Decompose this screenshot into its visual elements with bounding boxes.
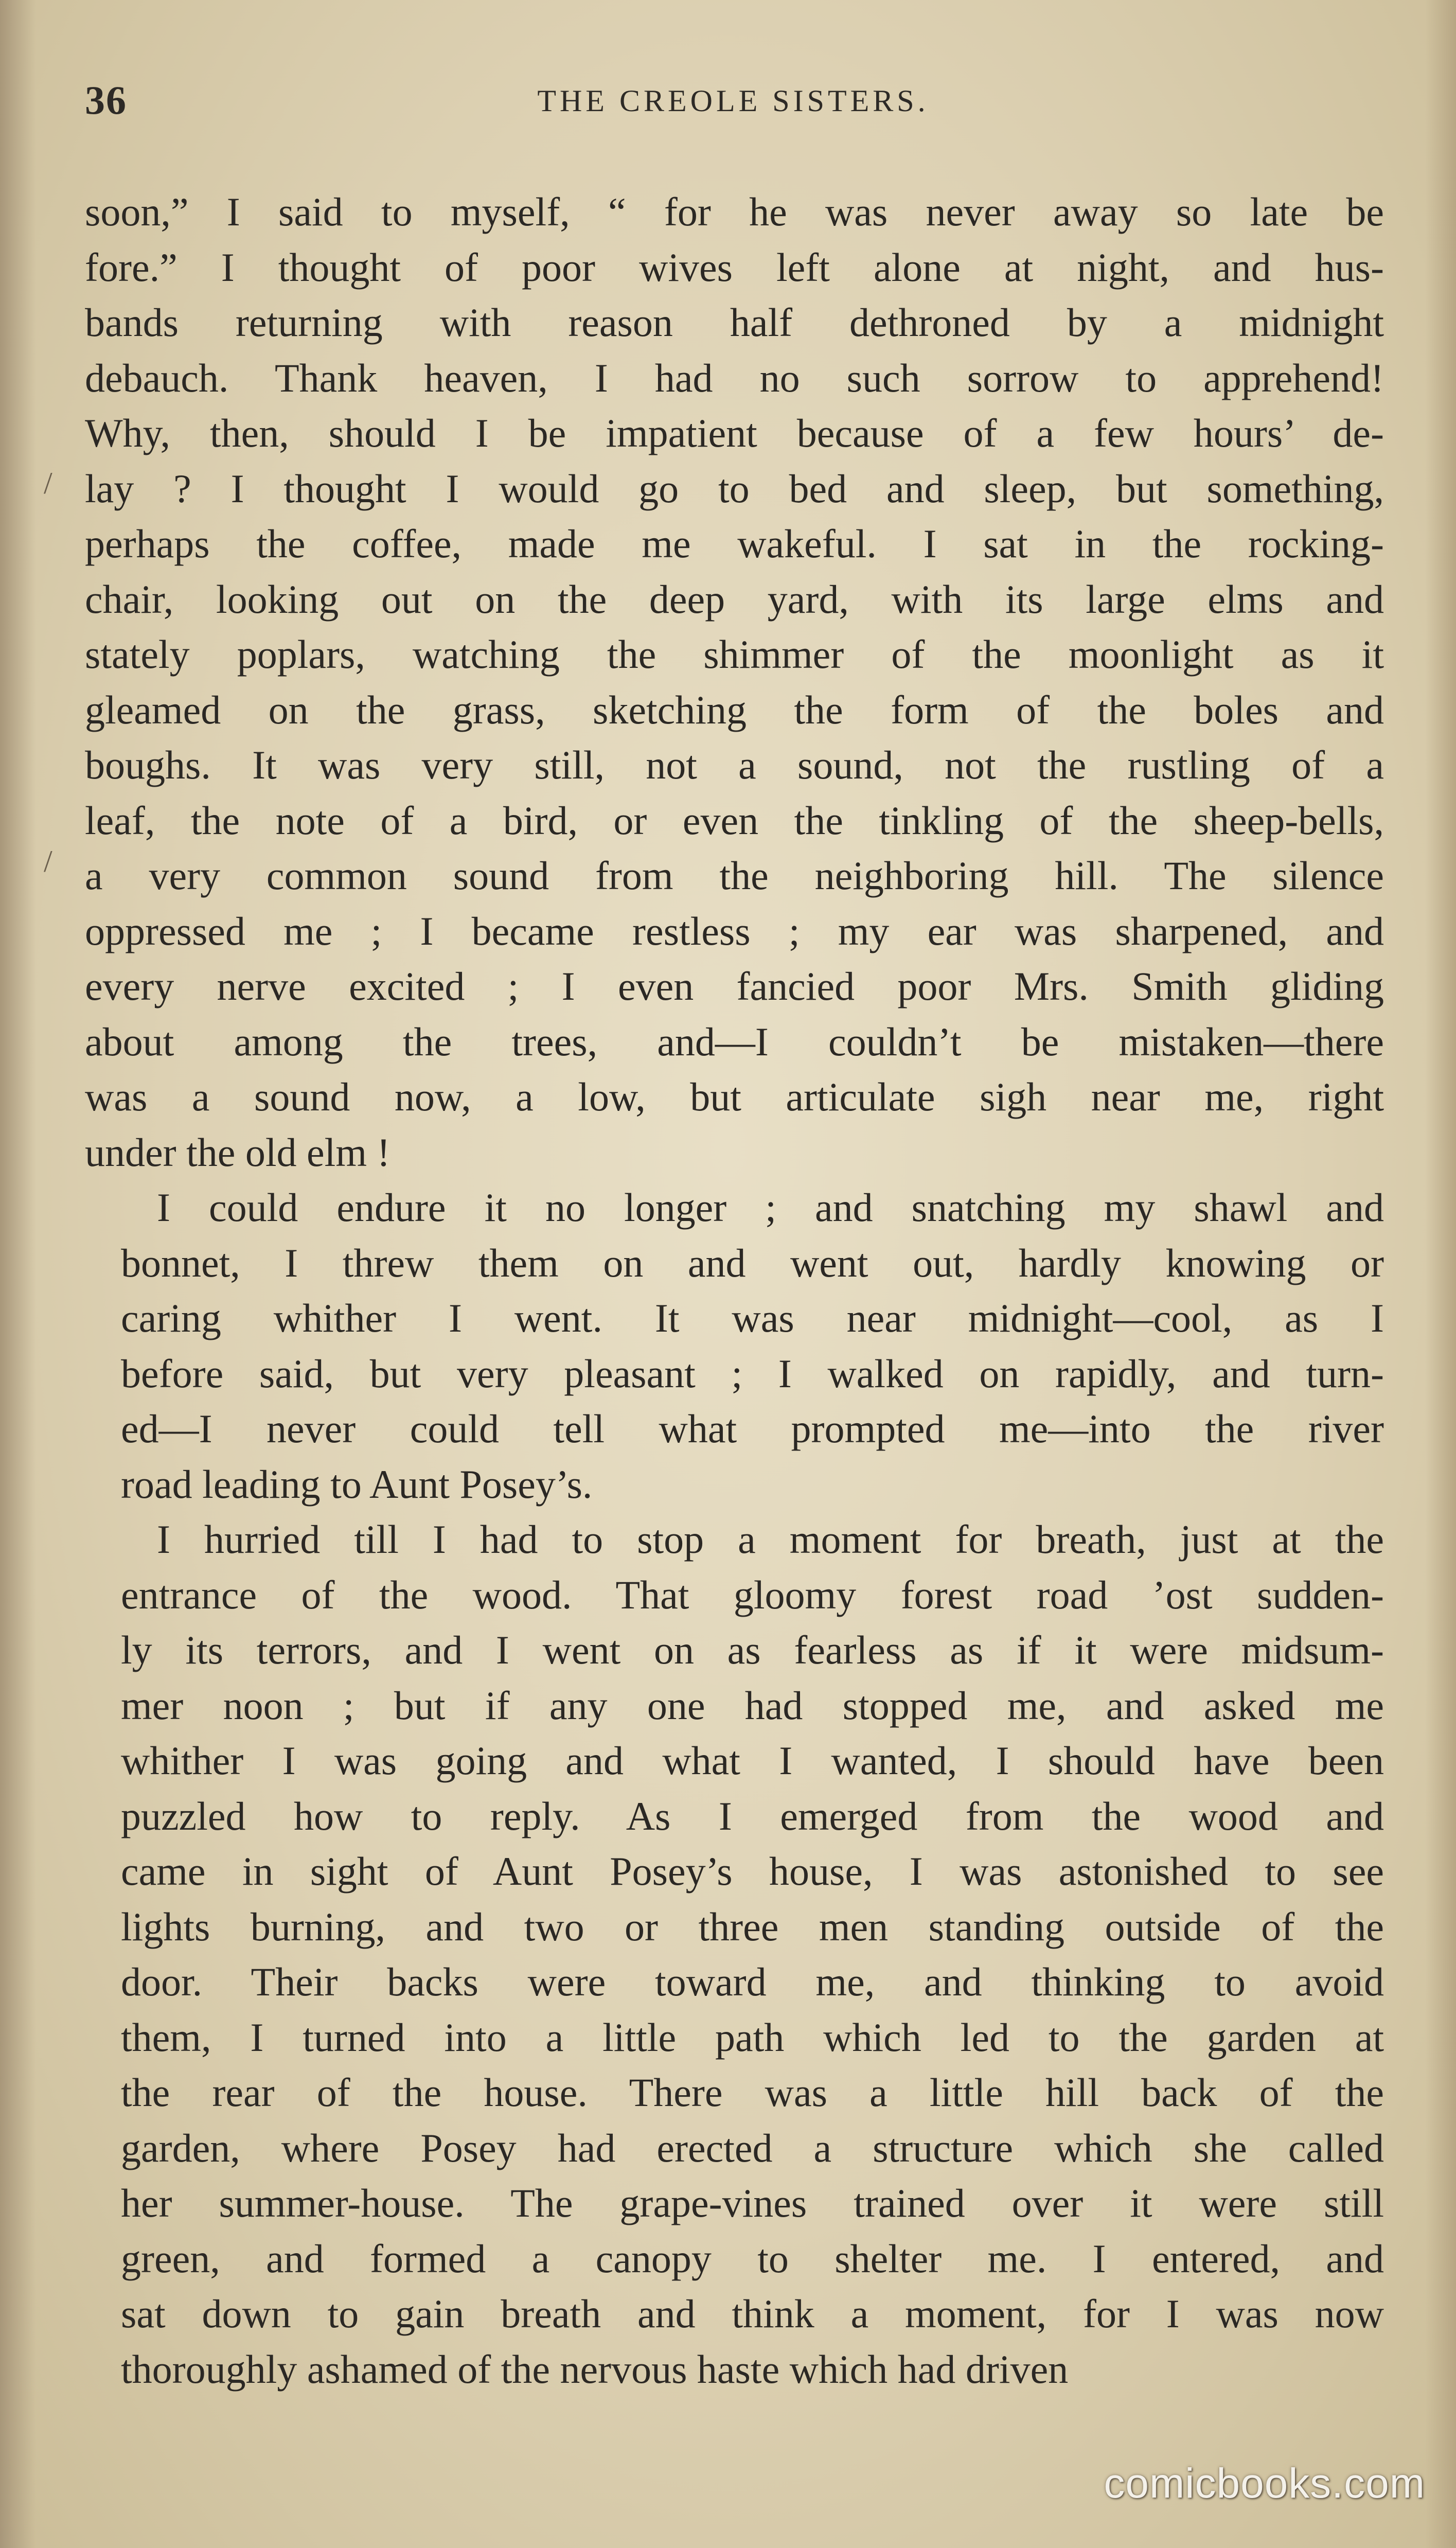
- text-line: ly its terrors, and I went on as fearless as if it were midsum-: [121, 1627, 1384, 1672]
- text-line: entrance of the wood. That gloomy forest road ’ost sudden-: [121, 1572, 1384, 1617]
- text-line: sat down to gain breath and think a moment, for I was now: [121, 2291, 1384, 2336]
- text-line: soon,” I said to myself, “ for he was never away so late be: [85, 189, 1384, 234]
- text-line: stately poplars, watching the shimmer of the moonlight as it: [85, 632, 1384, 677]
- text-line: every nerve excited ; I even fancied poor Mrs. Smith gliding: [85, 964, 1384, 1008]
- page-header: [85, 77, 1381, 134]
- text-line: caring whither I went. It was near midnight—cool, as I: [121, 1296, 1384, 1340]
- text-line: oppressed me ; I became restless ; my ear was sharpened, and: [85, 908, 1384, 953]
- text-line: lay ? I thought I would go to bed and sleep, but something,: [85, 466, 1384, 511]
- text-line: puzzled how to reply. As I emerged from the wood and: [121, 1793, 1384, 1838]
- text-line: chair, looking out on the deep yard, with its large elms and: [85, 576, 1384, 622]
- margin-pencil-mark: /: [44, 844, 52, 878]
- text-line: fore.” I thought of poor wives left alone at night, and hus-: [85, 244, 1384, 290]
- text-line: I could endure it no longer ; and snatching my shawl and: [157, 1185, 1384, 1230]
- text-line: under the old elm !: [85, 1129, 390, 1175]
- text-line: perhaps the coffee, made me wakeful. I sat in the rocking-: [85, 521, 1384, 566]
- text-line: gleamed on the grass, sketching the form of the boles and: [85, 687, 1384, 732]
- page-edge-shadow-right: [1425, 0, 1456, 2548]
- running-head: THE CREOLE SISTERS.: [537, 84, 929, 118]
- paragraph: [85, 1180, 1384, 1512]
- text-line: lights burning, and two or three men standing outside of the: [121, 1904, 1384, 1949]
- text-line: her summer-house. The grape-vines trained over it were still: [121, 2181, 1384, 2225]
- text-line: I hurried till I had to stop a moment for breath, just at the: [157, 1517, 1384, 1562]
- text-line: road leading to Aunt Posey’s.: [121, 1461, 593, 1507]
- text-line: ed—I never could tell what prompted me—into the river: [121, 1406, 1384, 1451]
- text-line: the rear of the house. There was a little hill back of the: [121, 2070, 1384, 2115]
- text-line: boughs. It was very still, not a sound, not the rustling of a: [85, 742, 1384, 787]
- page-edge-shadow-left: [0, 0, 36, 2548]
- watermark: comicbooks.com: [1104, 2460, 1425, 2507]
- paragraph: [85, 1512, 1384, 2397]
- text-line: before said, but very pleasant ; I walked on rapidly, and turn-: [121, 1351, 1384, 1396]
- text-line: was a sound now, a low, but articulate sigh near me, right: [85, 1074, 1384, 1119]
- text-line: about among the trees, and—I couldn’t be mistaken—there: [85, 1019, 1384, 1064]
- text-line: Why, then, should I be impatient because of a few hours’ de-: [85, 411, 1384, 455]
- text-line: whither I was going and what I wanted, I should have been: [121, 1738, 1384, 1783]
- text-line: mer noon ; but if any one had stopped me, and asked me: [121, 1683, 1384, 1728]
- text-line: bands returning with reason half dethroned by a midnight: [85, 300, 1384, 345]
- text-line: garden, where Posey had erected a structure which she called: [121, 2125, 1384, 2170]
- text-line: them, I turned into a little path which led to the garden at: [121, 2014, 1384, 2060]
- text-line: came in sight of Aunt Posey’s house, I was astonished to see: [121, 1849, 1384, 1894]
- text-line: bonnet, I threw them on and went out, hardly knowing or: [121, 1240, 1384, 1285]
- text-line: debauch. Thank heaven, I had no such sorrow to apprehend!: [85, 355, 1384, 400]
- margin-pencil-mark: /: [44, 466, 52, 500]
- text-line: a very common sound from the neighboring hill. The silence: [85, 853, 1384, 898]
- text-line: door. Their backs were toward me, and thinking to avoid: [121, 1959, 1384, 2004]
- text-line: leaf, the note of a bird, or even the tinkling of the sheep-bells,: [85, 798, 1384, 843]
- page-number: 36: [85, 78, 127, 122]
- text-line: thoroughly ashamed of the nervous haste which had driven: [121, 2346, 1069, 2392]
- text-line: green, and formed a canopy to shelter me. I entered, and: [121, 2236, 1384, 2281]
- body-text: [85, 184, 1384, 2397]
- paragraph: [85, 184, 1384, 1180]
